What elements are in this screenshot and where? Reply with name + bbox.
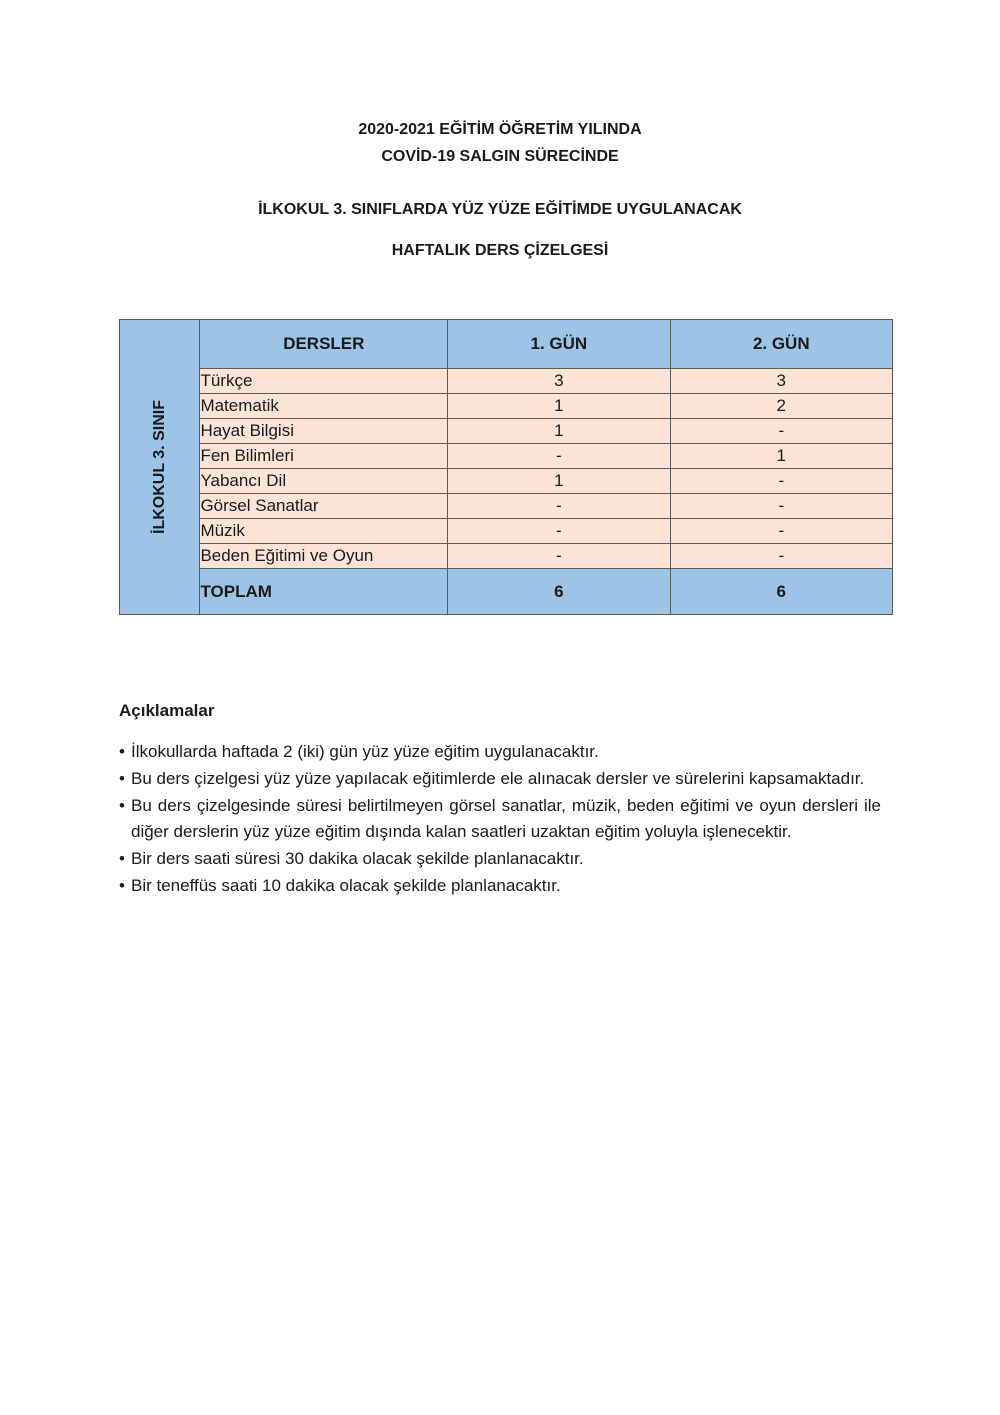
- lesson-name: Beden Eğitimi ve Oyun: [200, 544, 448, 569]
- note-item: [119, 766, 881, 792]
- column-header-day2: 2. GÜN: [670, 320, 892, 369]
- day1-hours: 3: [448, 369, 670, 394]
- lesson-name: Matematik: [200, 394, 448, 419]
- lesson-name: Fen Bilimleri: [200, 444, 448, 469]
- note-item: [119, 873, 881, 899]
- total-day2: 6: [670, 569, 892, 615]
- lesson-name: Türkçe: [200, 369, 448, 394]
- note-item: [119, 793, 881, 845]
- note-text: Bu ders çizelgesinde süresi belirtilmeyen görsel sanatlar, müzik, beden eğitimi ve oyun dersleri ile diğer derslerin yüz yüze eğitim dışında kalan saatleri uzaktan eğitim yoluyla işlenecektir.: [131, 796, 881, 841]
- note-item: [119, 739, 881, 765]
- column-header-lessons: DERSLER: [200, 320, 448, 369]
- bullet-icon: •: [119, 849, 125, 868]
- bullet-icon: •: [119, 769, 125, 788]
- day1-hours: -: [448, 519, 670, 544]
- table-row: [120, 494, 893, 519]
- day1-hours: -: [448, 494, 670, 519]
- table-row: [120, 544, 893, 569]
- table-header-row: [120, 320, 893, 369]
- column-header-day1: 1. GÜN: [448, 320, 670, 369]
- total-day1: 6: [448, 569, 670, 615]
- day2-hours: -: [670, 544, 892, 569]
- note-text: Bir teneffüs saati 10 dakika olacak şekilde planlanacaktır.: [131, 876, 561, 895]
- day2-hours: -: [670, 469, 892, 494]
- lesson-name: Müzik: [200, 519, 448, 544]
- class-side-label: İLKOKUL 3. SINIF: [150, 400, 168, 534]
- table-row: [120, 394, 893, 419]
- bullet-icon: •: [119, 876, 125, 895]
- lesson-name: Görsel Sanatlar: [200, 494, 448, 519]
- day2-hours: -: [670, 494, 892, 519]
- table-row: [120, 519, 893, 544]
- title-line-2: COVİD-19 SALGIN SÜRECİNDE: [381, 148, 619, 165]
- total-label: TOPLAM: [200, 569, 448, 615]
- notes-title: Açıklamalar: [119, 701, 215, 720]
- bullet-icon: •: [119, 742, 125, 761]
- title-line-3: İLKOKUL 3. SINIFLARDA YÜZ YÜZE EĞİTİMDE UYGULANACAK: [258, 201, 742, 218]
- class-side-cell: [120, 320, 200, 615]
- table-row: [120, 419, 893, 444]
- day2-hours: 2: [670, 394, 892, 419]
- day2-hours: 3: [670, 369, 892, 394]
- note-text: Bir ders saati süresi 30 dakika olacak şekilde planlanacaktır.: [131, 849, 584, 868]
- day2-hours: -: [670, 419, 892, 444]
- note-text: İlkokullarda haftada 2 (iki) gün yüz yüze eğitim uygulanacaktır.: [131, 742, 599, 761]
- day2-hours: 1: [670, 444, 892, 469]
- day1-hours: 1: [448, 419, 670, 444]
- table-row: [120, 469, 893, 494]
- schedule-table: [119, 319, 893, 615]
- table-row: [120, 444, 893, 469]
- title-line-1: 2020-2021 EĞİTİM ÖĞRETİM YILINDA: [358, 121, 642, 138]
- title-line-4: HAFTALIK DERS ÇİZELGESİ: [391, 242, 609, 259]
- lesson-name: Yabancı Dil: [200, 469, 448, 494]
- note-text: Bu ders çizelgesi yüz yüze yapılacak eğitimlerde ele alınacak dersler ve sürelerini kapsamaktadır.: [131, 769, 865, 788]
- lesson-name: Hayat Bilgisi: [200, 419, 448, 444]
- day1-hours: -: [448, 444, 670, 469]
- day1-hours: -: [448, 544, 670, 569]
- notes-list: [119, 739, 881, 899]
- total-row: [120, 569, 893, 615]
- note-item: [119, 846, 881, 872]
- table-row: [120, 369, 893, 394]
- notes-section: [119, 701, 881, 900]
- day1-hours: 1: [448, 394, 670, 419]
- bullet-icon: •: [119, 796, 125, 815]
- day2-hours: -: [670, 519, 892, 544]
- day1-hours: 1: [448, 469, 670, 494]
